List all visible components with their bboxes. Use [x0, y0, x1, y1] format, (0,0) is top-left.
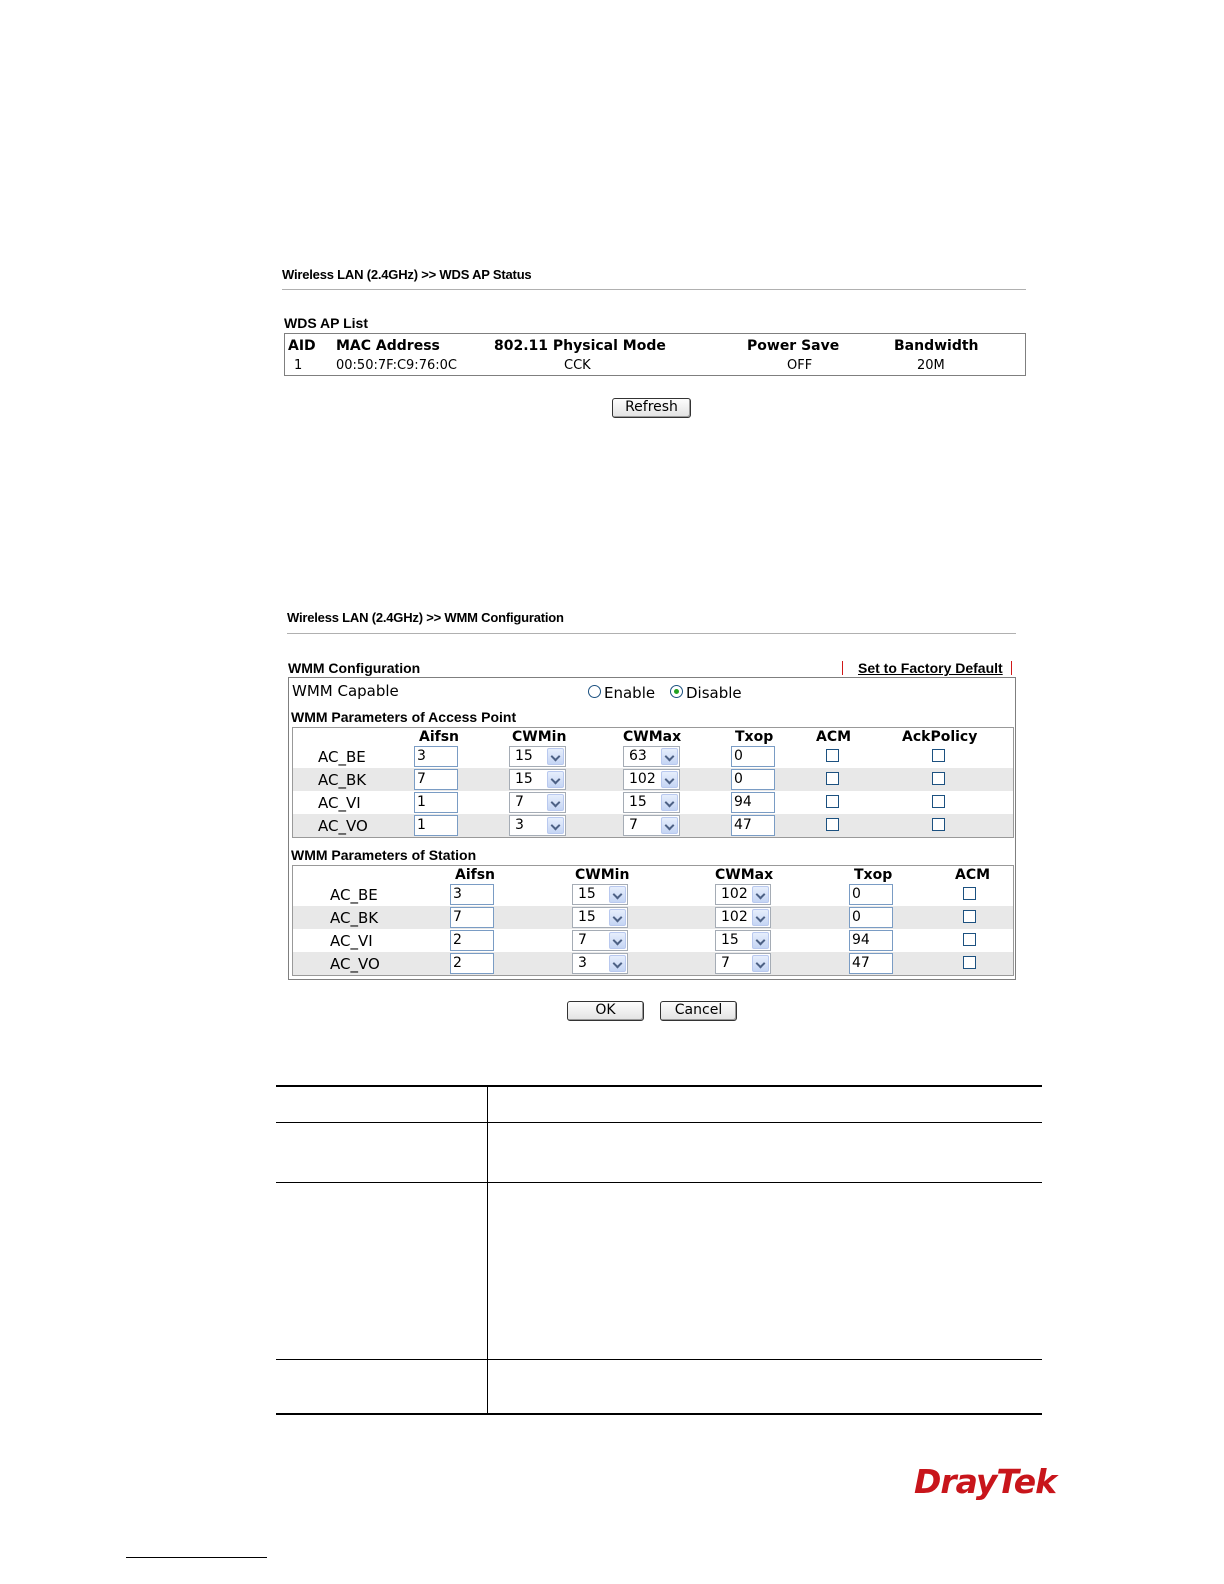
col-mac-address: MAC Address: [336, 338, 440, 354]
row-mode: CCK: [564, 358, 591, 373]
wmm-capable-label: WMM Capable: [292, 682, 399, 700]
ap-col-cwmin: CWMin: [512, 729, 567, 745]
aifsn-input[interactable]: 3: [414, 746, 458, 767]
acm-checkbox[interactable]: [963, 887, 976, 900]
cwmin-value: 3: [578, 955, 587, 971]
wds-divider: [282, 289, 1026, 290]
aifsn-input[interactable]: 7: [450, 907, 494, 928]
col-physical-mode: 802.11 Physical Mode: [494, 338, 666, 354]
st-col-cwmax: CWMax: [715, 867, 774, 883]
wds-breadcrumb: Wireless LAN (2.4GHz) >> WDS AP Status: [282, 267, 532, 282]
ap-col-aifsn: Aifsn: [419, 729, 460, 745]
cwmax-select[interactable]: [715, 953, 771, 974]
enable-radio[interactable]: [588, 685, 601, 698]
cwmax-select[interactable]: [715, 884, 771, 905]
desc-row-rule-1: [276, 1182, 1042, 1183]
desc-top-rule: [276, 1085, 1042, 1087]
link-separator-left: [842, 661, 843, 675]
cwmin-select[interactable]: [572, 953, 628, 974]
aifsn-input[interactable]: 1: [414, 792, 458, 813]
cwmin-select[interactable]: [509, 746, 566, 767]
chevron-down-icon: [547, 794, 564, 811]
cwmin-value: 7: [578, 932, 587, 948]
row-band: [293, 906, 1013, 929]
txop-input[interactable]: 94: [731, 792, 775, 813]
cwmin-value: 15: [578, 909, 596, 925]
cwmin-value: 15: [515, 771, 533, 787]
cwmin-value: 15: [515, 748, 533, 764]
refresh-button[interactable]: Refresh: [612, 398, 691, 418]
wds-ap-table: [284, 333, 1026, 376]
txop-input[interactable]: 0: [731, 769, 775, 790]
cwmin-select[interactable]: [509, 815, 566, 836]
cwmax-select[interactable]: [623, 792, 680, 813]
wmm-breadcrumb: Wireless LAN (2.4GHz) >> WMM Configuration: [287, 610, 564, 625]
chevron-down-icon: [661, 817, 678, 834]
cwmax-value: 102: [721, 886, 748, 902]
aifsn-input[interactable]: 3: [450, 884, 494, 905]
chevron-down-icon: [752, 932, 769, 949]
logo-text: DrayTek: [914, 1462, 1057, 1501]
desc-header-rule: [276, 1122, 1042, 1123]
row-name: AC_BE: [330, 886, 378, 904]
aifsn-input[interactable]: 2: [450, 930, 494, 951]
cwmax-value: 102: [721, 909, 748, 925]
row-name: AC_VI: [318, 794, 361, 812]
acm-checkbox[interactable]: [826, 818, 839, 831]
ackpolicy-checkbox[interactable]: [932, 795, 945, 808]
row-aid: 1: [294, 358, 303, 373]
st-col-aifsn: Aifsn: [455, 867, 496, 883]
footer-rule: [126, 1557, 267, 1558]
cwmax-value: 15: [721, 932, 739, 948]
chevron-down-icon: [547, 771, 564, 788]
cwmax-value: 7: [721, 955, 730, 971]
col-power-save: Power Save: [747, 338, 840, 354]
aifsn-input[interactable]: 1: [414, 815, 458, 836]
acm-checkbox[interactable]: [826, 772, 839, 785]
cwmax-select[interactable]: [623, 815, 680, 836]
acm-checkbox[interactable]: [826, 749, 839, 762]
disable-radio[interactable]: [670, 685, 683, 698]
acm-checkbox[interactable]: [963, 956, 976, 969]
ap-col-acm: ACM: [816, 729, 852, 745]
draytek-logo: [914, 1462, 1056, 1501]
cwmax-select[interactable]: [623, 769, 680, 790]
txop-input[interactable]: 94: [849, 930, 893, 951]
enable-label: Enable: [604, 684, 656, 702]
cwmax-value: 102: [629, 771, 656, 787]
chevron-down-icon: [609, 955, 626, 972]
row-band: [293, 952, 1013, 975]
cwmax-value: 7: [629, 817, 638, 833]
desc-bottom-rule: [276, 1413, 1042, 1415]
ackpolicy-checkbox[interactable]: [932, 772, 945, 785]
desc-column-divider: [487, 1085, 488, 1415]
acm-checkbox[interactable]: [963, 910, 976, 923]
cwmax-select[interactable]: [623, 746, 680, 767]
wmm-divider: [287, 633, 1016, 634]
chevron-down-icon: [752, 909, 769, 926]
desc-row-rule-2: [276, 1359, 1042, 1360]
row-name: AC_VO: [318, 817, 368, 835]
cwmin-value: 3: [515, 817, 524, 833]
chevron-down-icon: [752, 886, 769, 903]
txop-input[interactable]: 0: [849, 907, 893, 928]
cwmax-select[interactable]: [715, 930, 771, 951]
row-mac: 00:50:7F:C9:76:0C: [336, 358, 457, 373]
col-aid: AID: [288, 338, 316, 354]
acm-checkbox[interactable]: [963, 933, 976, 946]
ackpolicy-checkbox[interactable]: [932, 818, 945, 831]
txop-input[interactable]: 0: [731, 746, 775, 767]
ap-col-txop: Txop: [735, 729, 774, 745]
cwmin-select[interactable]: [509, 792, 566, 813]
txop-input[interactable]: 47: [849, 953, 893, 974]
set-factory-default-link[interactable]: Set to Factory Default: [858, 660, 1003, 676]
chevron-down-icon: [547, 817, 564, 834]
txop-input[interactable]: 0: [849, 884, 893, 905]
cwmax-value: 15: [629, 794, 647, 810]
cwmin-value: 15: [578, 886, 596, 902]
row-bandwidth: 20M: [917, 358, 945, 373]
chevron-down-icon: [661, 794, 678, 811]
st-col-acm: ACM: [955, 867, 991, 883]
row-name: AC_VI: [330, 932, 373, 950]
wds-list-title: WDS AP List: [284, 315, 369, 331]
chevron-down-icon: [609, 886, 626, 903]
chevron-down-icon: [661, 771, 678, 788]
aifsn-input[interactable]: 7: [414, 769, 458, 790]
ap-col-ackpolicy: AckPolicy: [902, 729, 978, 745]
row-name: AC_BK: [330, 909, 379, 927]
cancel-button[interactable]: Cancel: [660, 1001, 737, 1021]
chevron-down-icon: [609, 932, 626, 949]
aifsn-input[interactable]: 2: [450, 953, 494, 974]
col-bandwidth: Bandwidth: [894, 338, 979, 354]
cwmax-value: 63: [629, 748, 647, 764]
acm-checkbox[interactable]: [826, 795, 839, 808]
cwmin-select[interactable]: [572, 907, 628, 928]
row-power-save: OFF: [787, 358, 813, 373]
row-name: AC_BK: [318, 771, 367, 789]
st-col-cwmin: CWMin: [575, 867, 630, 883]
chevron-down-icon: [752, 955, 769, 972]
cwmax-select[interactable]: [715, 907, 771, 928]
chevron-down-icon: [661, 748, 678, 765]
cwmin-select[interactable]: [509, 769, 566, 790]
cwmin-value: 7: [515, 794, 524, 810]
ap-params-title: WMM Parameters of Access Point: [291, 709, 517, 725]
wmm-title: WMM Configuration: [288, 660, 421, 676]
txop-input[interactable]: 47: [731, 815, 775, 836]
st-col-txop: Txop: [854, 867, 893, 883]
chevron-down-icon: [547, 748, 564, 765]
row-name: AC_BE: [318, 748, 366, 766]
cwmin-select[interactable]: [572, 930, 628, 951]
ap-col-cwmax: CWMax: [623, 729, 682, 745]
disable-label: Disable: [686, 684, 742, 702]
ok-button[interactable]: OK: [567, 1001, 644, 1021]
ackpolicy-checkbox[interactable]: [932, 749, 945, 762]
row-name: AC_VO: [330, 955, 380, 973]
station-params-title: WMM Parameters of Station: [291, 847, 477, 863]
link-separator-right: [1011, 661, 1012, 675]
chevron-down-icon: [609, 909, 626, 926]
cwmin-select[interactable]: [572, 884, 628, 905]
